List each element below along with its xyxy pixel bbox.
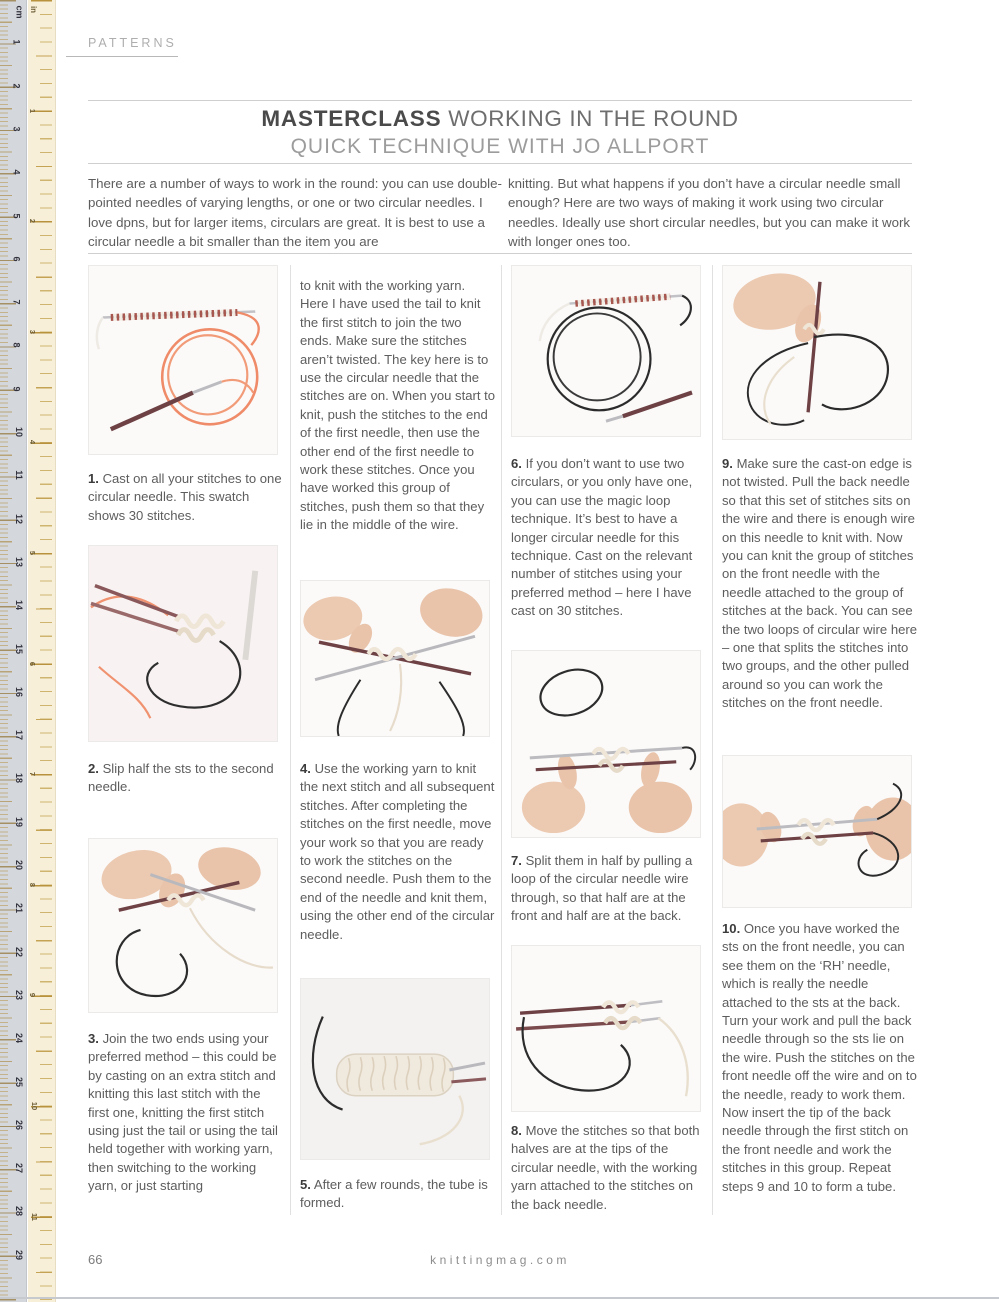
rule-under-title bbox=[88, 163, 912, 164]
join-ends-hands-illustration bbox=[89, 839, 277, 1012]
step-7-number: 7. bbox=[511, 853, 522, 868]
section-label: PATTERNS bbox=[88, 36, 177, 50]
step-5-photo bbox=[300, 978, 490, 1160]
step-10-photo bbox=[722, 755, 912, 908]
footer-website: knittingmag.com bbox=[430, 1253, 570, 1267]
page-bottom-edge bbox=[0, 1297, 999, 1299]
step-3 bbox=[88, 1030, 285, 1196]
step-4 bbox=[300, 760, 497, 944]
cast-on-circular-needle-illustration bbox=[89, 266, 277, 454]
step-4-photo bbox=[300, 580, 490, 737]
step-4-text: Use the working yarn to knit the next stitch and all subsequent stitches. After completing the stitches on the first needle, move your work so that you are ready to work the stitches on the second needle. Push them to the end of the needle and knit them, using the other end of the circular needle. bbox=[300, 761, 495, 942]
page-subtitle: QUICK TECHNIQUE WITH JO ALLPORT bbox=[290, 135, 710, 158]
step-6 bbox=[511, 455, 708, 621]
step-5 bbox=[300, 1176, 497, 1213]
step-2-photo bbox=[88, 545, 278, 742]
step-6-number: 6. bbox=[511, 456, 522, 471]
rule-top bbox=[88, 100, 912, 101]
step-6-text: If you don’t want to use two circulars, or you only have one, you can use the magic loop technique. It’s best to have a longer circular needle for this technique. Cast on the relevant number of stitches using your preferred method – here I have cast on 30 stitches. bbox=[511, 456, 693, 619]
slip-stitches-illustration bbox=[89, 546, 277, 741]
intro-column-right: knitting. But what happens if you don’t have a circular needle small enough? Here are two ways of making it work using two circular needles. Ideally use short circular needles, but you can make it work with longer ones too. bbox=[508, 176, 911, 249]
knitting-with-working-yarn-illustration bbox=[301, 581, 489, 736]
rule-under-intro bbox=[88, 253, 912, 254]
ruler-inch: in 1 2 3 4 5 6 7 8 9 10 11 bbox=[28, 0, 56, 1302]
step-3-number: 3. bbox=[88, 1031, 99, 1046]
step-9-photo bbox=[722, 265, 912, 440]
step-2-number: 2. bbox=[88, 761, 99, 776]
step-1-photo bbox=[88, 265, 278, 455]
step-10-text: Once you have worked the sts on the front needle, you can see them on the ‘RH’ needle, which is really the needle attached to the sts at the back. Turn your work and pull the back needle through so the sts lie on the wire. Push the stitches on the front needle off the wire and on to the needle, ready to work them. Now insert the tip of the back needle through the first stitch on the front needle and work the stitches in this group. Repeat steps 9 and 10 to form a tube. bbox=[722, 921, 917, 1194]
step-10-number: 10. bbox=[722, 921, 741, 936]
column-divider bbox=[501, 265, 502, 1215]
intro-column-left: There are a number of ways to work in the round: you can use double-pointed needles of varying lengths, or one or two circular needles. I love dpns, but for larger items, circulars are great. It is best to use a circular needle a bit smaller than the item you are bbox=[88, 176, 502, 249]
page-title-light: WORKING IN THE ROUND bbox=[441, 106, 739, 131]
step-5-text: After a few rounds, the tube is formed. bbox=[300, 1177, 488, 1211]
step-8-text: Move the stitches so that both halves are at the tips of the circular needle, with the working yarn attached to the stitches on the back needle. bbox=[511, 1123, 700, 1212]
step-8-number: 8. bbox=[511, 1123, 522, 1138]
step-8-photo bbox=[511, 945, 701, 1112]
step-9 bbox=[722, 455, 919, 713]
step-9-text: Make sure the cast-on edge is not twisted. Pull the back needle so that this set of stitches sits on the wire and there is enough wire on this needle to knit with. Now you can knit the group of stitches on the front needle with the needle attached to the group of stitches at the back. You can see the two loops of circular wire here – one that splits the stitches into two groups, and the other pulled around so you can work the stitches on the front needle. bbox=[722, 456, 918, 711]
ruler-inch-label: in bbox=[29, 5, 39, 14]
step-7-text: Split them in half by pulling a loop of the circular needle wire through, so that half are at the front and half are at the back. bbox=[511, 853, 693, 924]
step-6-photo bbox=[511, 265, 701, 437]
column-divider bbox=[712, 265, 713, 1215]
work-front-needle-illustration bbox=[723, 756, 911, 907]
step-4-number: 4. bbox=[300, 761, 311, 776]
stitches-at-needle-tips-illustration bbox=[512, 946, 700, 1111]
ruler-cm-label: cm bbox=[14, 5, 25, 19]
step-2-text: Slip half the sts to the second needle. bbox=[88, 761, 274, 795]
step-1 bbox=[88, 470, 285, 525]
step-3-continuation: to knit with the working yarn. Here I have used the tail to knit the first stitch to join the two ends. Make sure the stitches aren’t twisted. The key here is to use the circular needle that the stitches are on. When you start to knit, push the stitches to the end of the first needle, then use the other end of the first needle to work these stitches. Once you have worked this group of stitches, push them so that they lie in the middle of the wire. bbox=[300, 278, 496, 533]
step-1-text: Cast on all your stitches to one circular needle. This swatch shows 30 stitches. bbox=[88, 471, 282, 523]
column-divider bbox=[290, 265, 291, 1215]
step-1-number: 1. bbox=[88, 471, 99, 486]
page-number: 66 bbox=[88, 1252, 103, 1267]
step-8 bbox=[511, 1122, 708, 1214]
step-10 bbox=[722, 920, 919, 1196]
step-7 bbox=[511, 852, 708, 926]
step-2 bbox=[88, 760, 285, 797]
check-cast-on-edge-illustration bbox=[723, 266, 911, 439]
page-title bbox=[88, 106, 912, 132]
step-3-photo bbox=[88, 838, 278, 1013]
steps-area bbox=[88, 265, 918, 1235]
step-5-number: 5. bbox=[300, 1177, 311, 1192]
ruler-cm: cm 1 2 3 4 5 6 7 8 9 10 11 12 13 14 15 16 17 18 19 20 21 22 23 24 25 26 27 28 29 bbox=[0, 0, 27, 1302]
page-title-strong: MASTERCLASS bbox=[261, 106, 442, 131]
step-9-number: 9. bbox=[722, 456, 733, 471]
step-7-photo bbox=[511, 650, 701, 838]
knitted-tube-illustration bbox=[301, 979, 489, 1159]
pull-loop-through-illustration bbox=[512, 651, 700, 837]
step-3-text: Join the two ends using your preferred method – this could be by casting on an extra stitch and knitting this last stitch with the first one, knitting the first stitch using just the tail or using the tail held together with working yarn, then switching to the working yarn, or just starting bbox=[88, 1031, 278, 1194]
magic-loop-cast-on-illustration bbox=[512, 266, 700, 436]
